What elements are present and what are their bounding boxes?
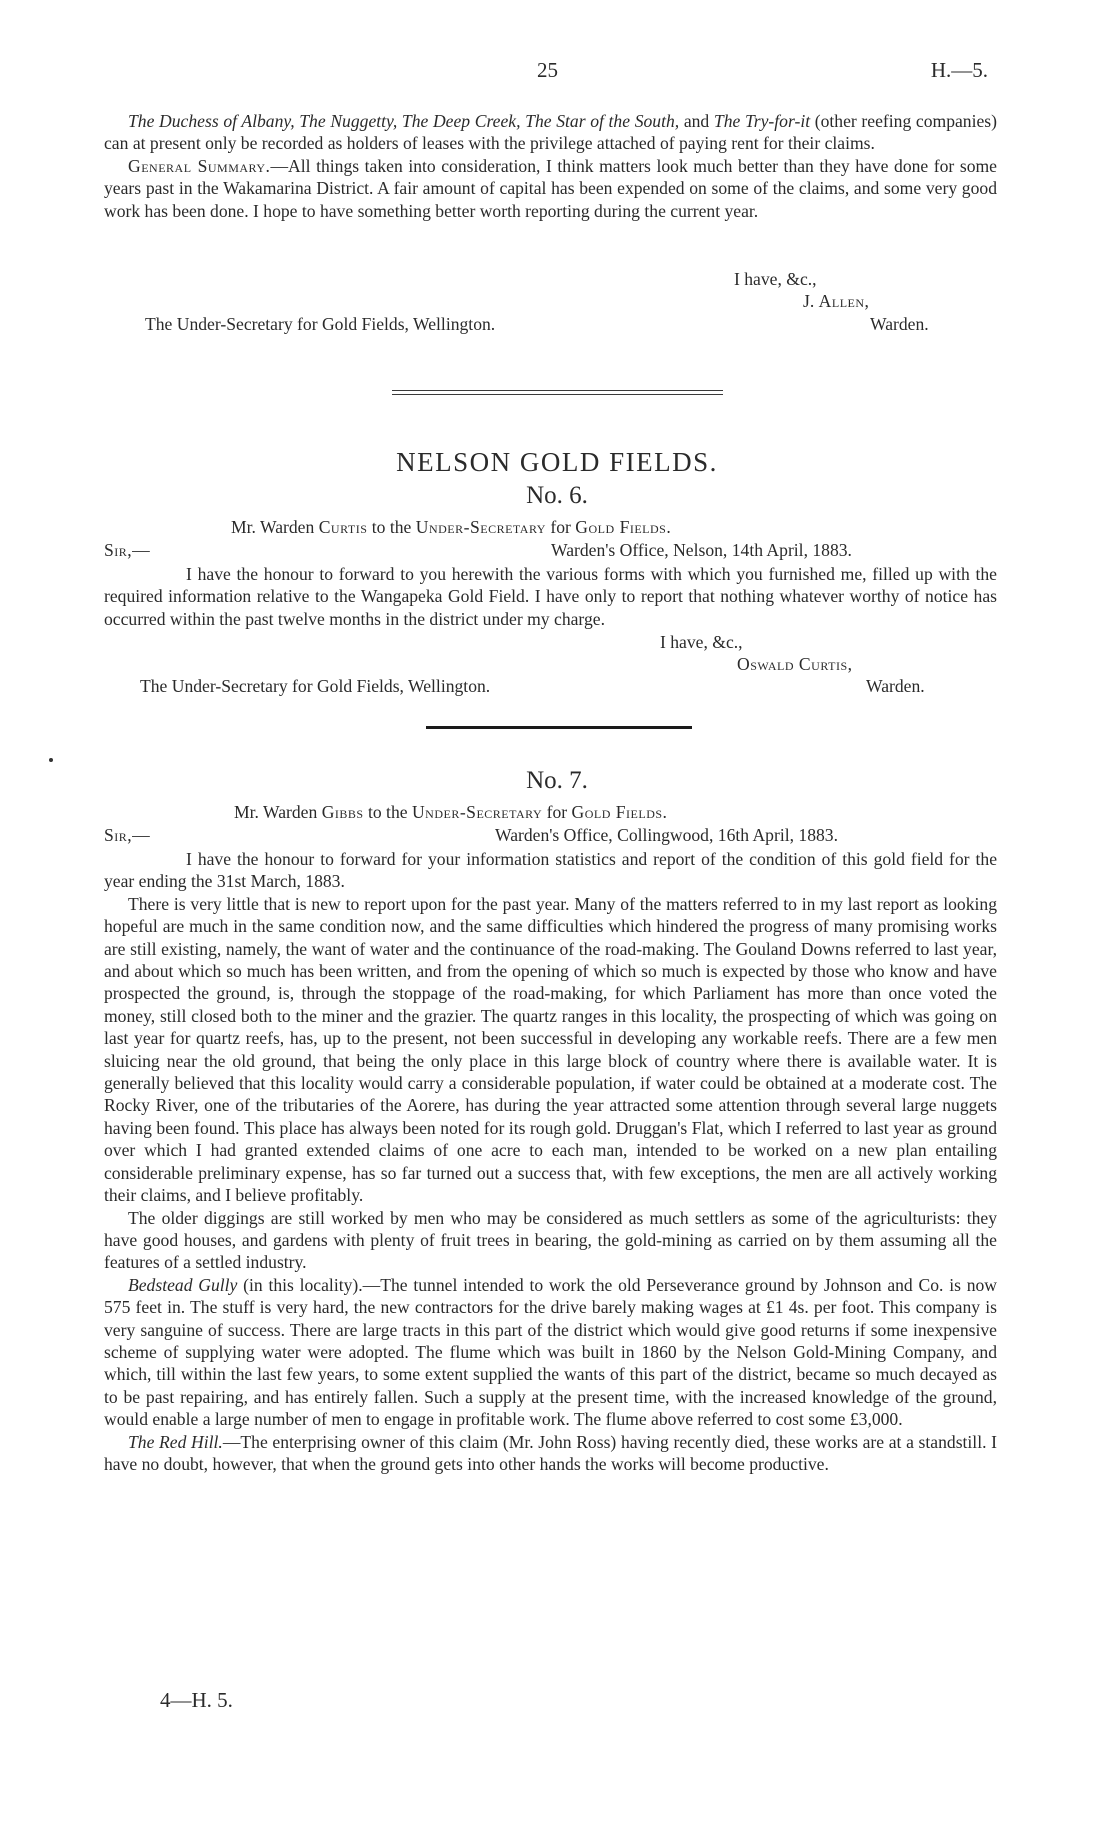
section-heading: NELSON GOLD FIELDS. <box>396 447 718 477</box>
paragraph-older-diggings: The older diggings are still worked by men who may be considered as much settlers as some of the agriculturists: they have good houses, and gardens with plenty of fruit trees in bearing, the gold-mining as carried on by them assuming all the features of a settled industry. <box>104 1207 997 1273</box>
section-wakamarina <box>104 110 997 222</box>
report-number: No. 6. <box>526 482 588 509</box>
page-number: 25 <box>537 58 558 82</box>
separator-rule <box>392 394 723 395</box>
paragraph-past-year: There is very little that is new to report upon for the past year. Many of the matters referred to in my last report as looking hopeful are much in the same condition now, and the same difficulties which hindered the progress of many promising works are still existing, namely, the want of water and the continuance of the road-making. The Gouland Downs referred to last year, and about which so much has been written, and from the opening of which so much is expected by those who know and have prospected the ground, is, through the stoppage of the road-making, for which Parliament has more than once voted the money, still closed both to the miner and the grazier. The quartz ranges in this locality, the prospecting of which was going on last year for quartz reefs, has, up to the present, not been successful in developing any workable reefs. There are a few men sluicing near the old ground, that being the only place in this large block of country where there is available water. It is generally believed that this locality would carry a considerable population, if water could be obtained at a moderate cost. The Rocky River, one of the tributaries of the Aorere, has during the year attracted some attention through several large nuggets having been found. This place has always been noted for its rough gold. Druggan's Flat, which I referred to last year as ground over which I had granted extended claims of one acre to each man, intended to be worked on a new plan entailing considerable preliminary expense, has so far turned out a success that, with few exceptions, the men are all actively working their claims, and I believe profitably. <box>104 893 997 1206</box>
office-dateline: Warden's Office, Nelson, 14th April, 1883. <box>551 540 852 560</box>
document-reference: H.—5. <box>930 58 988 82</box>
signature-curtis: Oswald Curtis, <box>737 654 853 674</box>
signature-allen: J. Allen, <box>803 291 870 311</box>
margin-mark <box>49 758 53 762</box>
paragraph-general-summary: General Summary.—All things taken into consideration, I think matters look much better than they have done for some years past in the Wakamarina District. A fair amount of capital has been expended on some of the claims, and some very good work has been done. I hope to have something better worth reporting during the current year. <box>104 155 997 221</box>
paragraph-bedstead-gully: Bedstead Gully (in this locality).—The tunnel intended to work the old Perseverance ground by Johnson and Co. is now 575 feet in. The stuff is very hard, the new contractors for the drive barely making wages at £1 4s. per foot. This company is very sanguine of success. There are large tracts in this part of the district which would give good returns if some inexpensive scheme of supplying water were adopted. The flume which was built in 1860 by the Nelson Gold-Mining Company, and which, till within the last few years, to some extent supplied the wants of this part of the district, became so much decayed as to be past repairing, and has entirely fallen. Such a supply at the present time, with the increased knowledge of the ground, would enable a large number of men to engage in profitable work. The flume above referred to cost some £3,000. <box>104 1274 997 1430</box>
addressee-line: The Under-Secretary for Gold Fields, Wellington. <box>145 314 496 334</box>
closing-line: I have, &c., <box>660 632 743 652</box>
signatory-title: Warden. <box>870 314 929 334</box>
office-dateline: Warden's Office, Collingwood, 16th April, 1883. <box>495 825 838 845</box>
closing-line: I have, &c., <box>734 269 817 289</box>
separator-rule <box>426 726 692 729</box>
paragraph-forwarding-forms: I have the honour to forward to you herewith the various forms with which you furnished me, filled up with the required information relative to the Wangapeka Gold Field. I have only to report that nothing whatever worthy of notice has occurred within the past twelve months in the district under my charge. <box>104 564 997 629</box>
addressee-line: The Under-Secretary for Gold Fields, Wellington. <box>140 676 491 696</box>
report-subheading: Mr. Warden Curtis to the Under-Secretary for Gold Fields. <box>231 517 672 537</box>
report-number: No. 7. <box>526 767 588 794</box>
salutation: Sir,— <box>104 825 151 845</box>
paragraph-statistics: I have the honour to forward for your information statistics and report of the condition of this gold field for the year ending the 31st March, 1883. <box>104 849 997 892</box>
paragraph-red-hill: The Red Hill.—The enterprising owner of this claim (Mr. John Ross) having recently died, these works are at a standstill. I have no doubt, however, that when the ground gets into other hands the works will become productive. <box>104 1431 998 1474</box>
letter-body <box>104 563 997 630</box>
separator-rule <box>392 390 723 391</box>
paragraph-reefing-companies: The Duchess of Albany, The Nuggetty, The Deep Creek, The Star of the South, and The Try-for-it (other reefing companies) can at present only be recorded as holders of leases with the privilege attached of paying rent for their claims. <box>104 111 998 154</box>
salutation: Sir,— <box>104 540 151 560</box>
printer-signature-mark: 4—H. 5. <box>160 1688 233 1712</box>
report-subheading: Mr. Warden Gibbs to the Under-Secretary for Gold Fields. <box>234 802 668 822</box>
signatory-title: Warden. <box>866 676 925 696</box>
letter-body <box>104 848 997 1475</box>
